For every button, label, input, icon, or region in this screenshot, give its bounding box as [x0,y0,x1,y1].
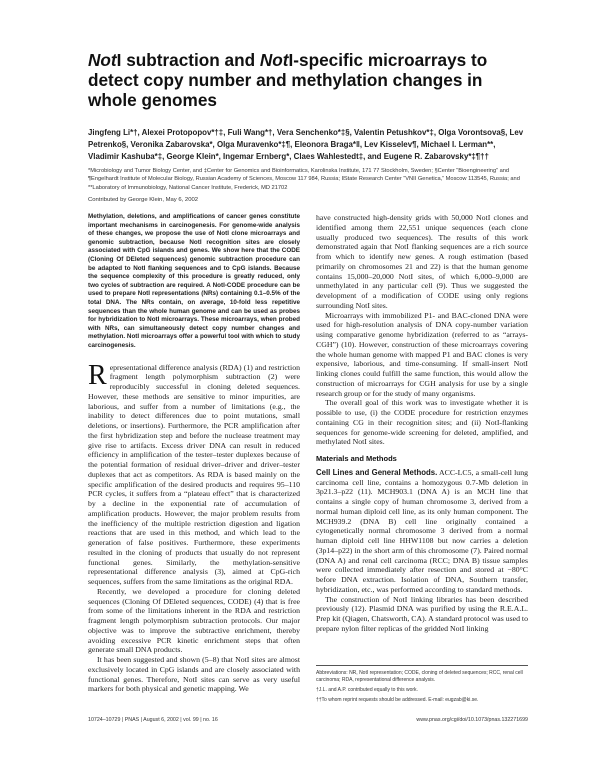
footnotes [316,665,528,707]
article-title [88,50,528,110]
title-part3: Not [259,50,289,70]
footnote-equal-contribution: †J.L. and A.P. contributed equally to this work. [316,687,418,693]
right-column [316,213,528,634]
title-part2: I subtraction and [116,50,260,70]
drop-cap: R [88,359,107,391]
materials-methods-heading: Materials and Methods [316,454,397,463]
right-paragraph-1: have constructed high-density grids with 50,000 NotI clones and identified among them 22,551 unique sequences (each clone usually produced two sequences). The results of this work demonstrated again that NotI flanking sequences are a rich source from which to identify new genes. A rough estimation (based primarily on chromosomes 21 and 22) is that the human genome contains 15,000–20,000 NotI sites, of which 6,000–9,000 are unmethylated in any particular cell (9). Thus we suggested the development of a modification of CODE using only regions surrounding NotI sites. [316,213,528,310]
right-paragraph-2: Microarrays with immobilized P1- and BAC-cloned DNA were used for high-resolution analysis of DNA copy-number variation using comparative genome hybridization (referred to as “arrays-CGH”) (10). However, construction of these microarrays covering the whole human genome with mapped P1 and BAC clones is very expensive, laborious, and time-consuming. If small-insert NotI linking clones could fulfill the same function, this would allow the construction of microarrays for CGH analysis for use by a single research group or for the study of many organisms. [316,310,528,398]
abstract: Methylation, deletions, and amplifications of cancer genes constitute important mechanisms in carcinogenesis. For genome-wide analysis of these changes, we propose the use of NotI clone microarrays and genomic subtraction, because NotI recognition sites are closely associated with CpG islands and genes. We show here that the CODE (Cloning Of DEleted sequences) genomic subtraction procedure can be adapted to NotI flanking sequences and to CpG islands. Because the sequence complexity of this procedure is greatly reduced, only two cycles of subtraction are required. A NotI-CODE procedure can be used to prepare NotI representations (NRs) containing 0.1–0.5% of the total DNA. The NRs contain, on average, 10-fold less repetitive sequences than the whole human genome and can be used as probes for hybridization to NotI microarrays. These microarrays, when probed with NRs, can simultaneously detect copy number changes and methylation. NotI microarrays offer a powerful tool with which to study carcinogenesis. [88,213,300,349]
right-paragraph-4: The construction of NotI linking libraries has been described previously (12). Plasmid DNA was purified by using the R.E.A.L. Prep kit (Qiagen, Chatsworth, CA). A standard protocol was used to prepare nylon filter replicas of the gridded NotI linking [316,594,529,633]
left-column [88,213,300,694]
intro-paragraph-1 [88,359,300,587]
footer-citation: 10724–10729 | PNAS | August 6, 2002 | vol. 99 | no. 16 [88,717,218,723]
cell-lines-paragraph [316,468,528,595]
title-part1: Not [88,50,117,70]
cell-lines-subheading: Cell Lines and General Methods. [316,467,438,477]
right-body [316,213,528,634]
introduction [88,359,300,695]
right-paragraph-3: The overall goal of this work was to investigate whether it is possible to use, (i) the CODE procedure for restriction enzymes containing CG in their recognition sites; and (ii) NotI-flanking sequences for genome-wide screening for deleted, amplified, and methylated NotI sites. [316,398,528,447]
footnote-abbreviations: Abbreviations: NR, NotI representation; CODE, cloning of deleted sequences; RCC, renal cell carcinoma; RDA, representational difference analysis. [316,670,523,683]
contributed-by: Contributed by George Klein, May 6, 2002 [88,197,199,203]
intro-paragraph-3: It has been suggested and shown (5–8) that NotI sites are almost exclusively located in CpG islands and are closely associated with functional genes. Therefore, NotI sites can serve as very useful markers for both physical and genetic mapping. We [88,655,300,694]
cell-lines-text: ACC-LC5, a small-cell lung carcinoma cell line, contains a homozygous 0.7-Mb deletion in 3p21.3–p22 (11). MCH903.1 (DNA A) is an MCH line that contains a single copy of human chromosome 3, derived from a normal human diploid cell line, as its only human component. The MCH939.2 (DNA B) cell line originally contained a cytogenetically normal chromosome 3 derived from a normal human diploid cell line HHW1108 but now carries a deletion (3p14–p22) in the short arm of this chromosome (7). Paired normal (DNA A) and renal cell carcinoma (RCC; DNA B) tissue samples were collected immediately after resection and stored at −80°C before DNA extraction. Isolation of DNA, Southern transfer, hybridization, etc., was performed according to standard methods. [316,467,528,594]
footer-doi: www.pnas.org/cgi/doi/10.1073/pnas.132271699 [416,717,528,723]
intro-paragraph-2: Recently, we developed a procedure for cloning deleted sequences (Cloning Of DEleted sequences, CODE) (4) that is free from some of the limitations inherent in the RDA and restriction fragment length polymorphism subtraction protocols. Our major objective was to improve the subtractive enrichment, thereby avoiding excessive PCR kinetic enrichment steps that often generate small DNA products. [88,586,300,655]
intro-paragraph-1-text: epresentational difference analysis (RDA) (1) and restriction fragment length polymorphism subtraction (2) were reproducibly successful in cloning deleted sequences. However, these methods are sensitive to minor impurities, are laborious, and suffer from a number of limitations (e.g., the inability to detect differences due to point mutations, small deletions, or insertions). Furthermore, the PCR amplification after the first hybridization step and before the nuclease treatment may give rise to artifacts. Excess driver DNA can result in reduced efficiency in amplification of the tester–tester duplexes because of the potential formation of residual driver–driver and driver–tester duplexes that act as competitors. As RDA is based mainly on the specific amplification of the desired products and requires 95–110 PCR cycles, it suffers from a “plateau effect” that is characterized by a decline in the exponential rate of accumulation of amplification products. However, the major problem results from the inefficiency of the multiple restriction digestion and ligation reactions that are used in this method, and which lead to the generation of false positives. Furthermore, these experiments resulted in the cloning of products that usually do not represent functional genes. Similarly, the methylation-sensitive representational difference analysis (3), aimed at CpG-rich sequences, suffers from the same limitations as the original RDA. [88,362,300,586]
page-footer [88,717,528,725]
affiliations: *Microbiology and Tumor Biology Center, and ‡Center for Genomics and Bioinformatics, Karolinska Institute, 171 77 Stockholm, Sweden; §Center “Bioengineering” and ¶Engelhardt Institute of Molecular Biology, Russian Academy of Sciences, Moscow 117 984, Russia; ‖State Research Center “VNII Genetica,” Moscow 113545, Russia; and **Laboratory of Immunobiology, National Cancer Institute, Frederick, MD 21702 [88,168,520,191]
title-part4: I-specific microarrays to detect copy number and methylation changes in whole genomes [88,50,488,110]
footnote-correspondence: ††To whom reprint requests should be addressed. E-mail: eugzab@ki.se. [316,697,479,703]
author-list: Jingfeng Li*†, Alexei Protopopov*†‡, Fuli Wang*†, Vera Senchenko*‡§, Valentin Petushkov*‡, Olga Vorontsova§, Lev Petrenko§, Veronika Zabarovska*, Olga Muravenko*‡¶, Eleonora Braga*‖, Lev Kisselev¶, Michael I. Lerman**, Vladimir Kashuba*‡, George Klein*, Ingemar Ernberg*, Claes Wahlestedt‡, and Eugene R. Zabarovsky*‡¶†† [88,128,524,162]
